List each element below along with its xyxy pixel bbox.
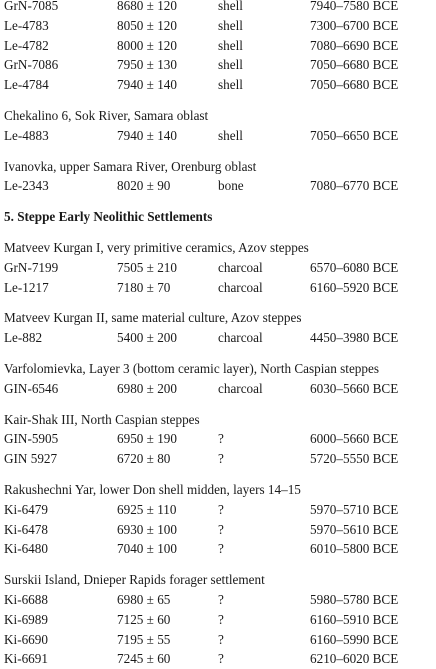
sample-material: shell xyxy=(218,77,243,93)
lab-code: Le-4783 xyxy=(4,17,49,33)
table-row xyxy=(0,16,436,36)
sample-material: bone xyxy=(218,178,244,194)
sample-material: ? xyxy=(218,611,224,627)
calibrated-range: 5980–5780 BCE xyxy=(310,592,399,607)
table-row xyxy=(0,126,436,146)
radiocarbon-age: 6925 ± 110 xyxy=(117,501,177,517)
table-row xyxy=(0,649,436,669)
table-row xyxy=(0,429,436,449)
sample-material: ? xyxy=(218,451,224,467)
calibrated-range: 5720–5550 BCE xyxy=(310,451,399,467)
lab-code: Le-882 xyxy=(4,330,43,346)
radiocarbon-age: 6980 ± 65 xyxy=(117,592,171,607)
table-row xyxy=(0,539,436,559)
sample-material: ? xyxy=(218,431,224,447)
sample-material: ? xyxy=(218,592,224,607)
lab-code: Le-4883 xyxy=(4,127,49,143)
site-name: Kair-Shak III, North Caspian steppes xyxy=(4,411,200,427)
calibrated-range: 5970–5610 BCE xyxy=(310,521,399,537)
lab-code: Ki-6480 xyxy=(4,541,48,557)
calibrated-range: 4450–3980 BCE xyxy=(310,330,399,346)
lab-code: GrN-7085 xyxy=(4,0,59,13)
sample-material: ? xyxy=(218,541,224,557)
calibrated-range: 6570–6080 BCE xyxy=(310,259,399,275)
radiocarbon-age: 6720 ± 80 xyxy=(117,451,171,467)
sample-material: shell xyxy=(218,127,243,143)
lab-code: Le-1217 xyxy=(4,279,49,295)
radiocarbon-age: 7950 ± 130 xyxy=(117,57,177,73)
table-row xyxy=(0,55,436,75)
table-row xyxy=(0,278,436,298)
calibrated-range: 7080–6690 BCE xyxy=(310,37,399,53)
calibrated-range: 6160–5910 BCE xyxy=(310,611,399,627)
radiocarbon-age: 8020 ± 90 xyxy=(117,178,171,194)
table-row xyxy=(0,75,436,95)
table-row xyxy=(0,500,436,520)
table-row xyxy=(0,258,436,278)
radiocarbon-age: 6930 ± 100 xyxy=(117,521,177,537)
sample-material: shell xyxy=(218,17,243,33)
radiocarbon-age: 6950 ± 190 xyxy=(117,431,177,447)
radiocarbon-age: 8000 ± 120 xyxy=(117,37,177,53)
site-name: Varfolomievka, Layer 3 (bottom ceramic layer), North Caspian steppes xyxy=(4,361,379,376)
sample-material: ? xyxy=(218,501,224,517)
sample-material: charcoal xyxy=(218,259,263,275)
calibrated-range: 7300–6700 BCE xyxy=(310,17,399,33)
radiocarbon-age: 5400 ± 200 xyxy=(117,330,177,346)
radiocarbon-age: 7040 ± 100 xyxy=(117,541,177,557)
sample-material: ? xyxy=(218,651,224,667)
table-row xyxy=(0,449,436,469)
lab-code: GrN-7199 xyxy=(4,259,59,275)
calibrated-range: 7940–7580 BCE xyxy=(310,0,399,13)
radiocarbon-age: 7180 ± 70 xyxy=(117,279,171,295)
lab-code: Ki-6989 xyxy=(4,611,48,627)
radiocarbon-age: 7505 ± 210 xyxy=(117,259,177,275)
radiocarbon-age: 7245 ± 60 xyxy=(117,651,171,667)
calibrated-range: 7050–6650 BCE xyxy=(310,127,399,143)
radiocarbon-age: 7940 ± 140 xyxy=(117,77,177,93)
calibrated-range: 6030–5660 BCE xyxy=(310,380,399,396)
table-row xyxy=(0,328,436,348)
radiocarbon-age: 8050 ± 120 xyxy=(117,17,177,33)
table-row xyxy=(0,176,436,196)
radiocarbon-age: 6980 ± 200 xyxy=(117,380,177,396)
site-name: Rakushechni Yar, lower Don shell midden, layers 14–15 xyxy=(4,482,301,497)
lab-code: Le-4782 xyxy=(4,37,49,53)
sample-material: ? xyxy=(218,631,224,647)
table-row xyxy=(0,520,436,540)
table-row xyxy=(0,0,436,16)
site-name: Matveev Kurgan II, same material culture, Azov steppes xyxy=(4,310,302,326)
lab-code: GIN-6546 xyxy=(4,380,59,396)
lab-code: Le-4784 xyxy=(4,77,49,93)
calibrated-range: 6010–5800 BCE xyxy=(310,541,399,557)
sample-material: shell xyxy=(218,0,243,13)
lab-code: Le-2343 xyxy=(4,178,49,194)
calibrated-range: 6210–6020 BCE xyxy=(310,651,399,667)
table-row xyxy=(0,36,436,56)
lab-code: GrN-7086 xyxy=(4,57,59,73)
sample-material: charcoal xyxy=(218,380,263,396)
sample-material: shell xyxy=(218,37,243,53)
calibrated-range: 6000–5660 BCE xyxy=(310,431,399,447)
radiocarbon-age: 7940 ± 140 xyxy=(117,127,177,143)
site-name: Ivanovka, upper Samara River, Orenburg oblast xyxy=(4,158,257,174)
section-heading: 5. Steppe Early Neolithic Settlements xyxy=(4,209,213,225)
lab-code: Ki-6691 xyxy=(4,651,48,667)
sample-material: charcoal xyxy=(218,279,263,295)
table-row xyxy=(0,379,436,399)
table-row xyxy=(0,590,436,610)
lab-code: Ki-6478 xyxy=(4,521,48,537)
sample-material: shell xyxy=(218,57,243,73)
radiocarbon-age: 7195 ± 55 xyxy=(117,631,171,647)
site-name: Chekalino 6, Sok River, Samara oblast xyxy=(4,108,209,123)
calibrated-range: 6160–5990 BCE xyxy=(310,631,399,647)
radiocarbon-age: 8680 ± 120 xyxy=(117,0,177,13)
table-row xyxy=(0,630,436,650)
lab-code: Ki-6479 xyxy=(4,501,48,517)
calibrated-range: 7080–6770 BCE xyxy=(310,178,399,194)
lab-code: GIN-5905 xyxy=(4,431,59,447)
calibrated-range: 6160–5920 BCE xyxy=(310,279,399,295)
site-name: Surskii Island, Dnieper Rapids forager settlement xyxy=(4,572,265,588)
calibrated-range: 5970–5710 BCE xyxy=(310,501,399,517)
lab-code: Ki-6690 xyxy=(4,631,48,647)
sample-material: ? xyxy=(218,521,224,537)
lab-code: Ki-6688 xyxy=(4,592,48,607)
calibrated-range: 7050–6680 BCE xyxy=(310,57,399,73)
radiocarbon-age: 7125 ± 60 xyxy=(117,611,171,627)
calibrated-range: 7050–6680 BCE xyxy=(310,77,399,93)
site-name: Matveev Kurgan I, very primitive ceramics, Azov steppes xyxy=(4,240,309,255)
lab-code: GIN 5927 xyxy=(4,451,58,467)
sample-material: charcoal xyxy=(218,330,263,346)
